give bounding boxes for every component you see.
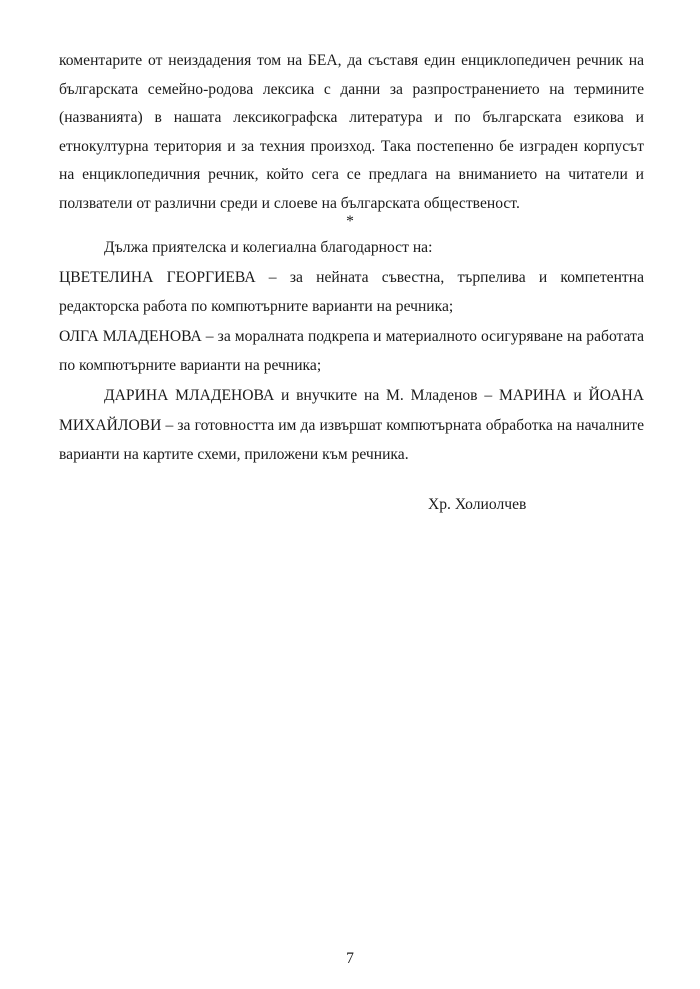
acknowledgement-item: ЦВЕТЕЛИНА ГЕОРГИЕВА – за нейната съвестна, търпелива и компетентна редакторска работа по компютърните варианти на речника; (59, 268, 644, 316)
acknowledgements-intro: Дължа приятелска и колегиална благодарност на: (104, 239, 433, 256)
acknowledgements (59, 233, 644, 470)
acknowledgement-item: ДАРИНА МЛАДЕНОВА и внучките на М. Младенов – МАРИНА и ЙОАНА МИХАЙЛОВИ – за готовността им да извършат компютърната обработка на началните варианти на картите схеми, приложени към речника. (59, 386, 644, 464)
intro-paragraph: коментарите от неиздадения том на БЕА, да съставя един енциклопедичен речник на българската семейно-родова лексика с данни за разпространението на термините (названията) в нашата лексикографска литература и по българската езикова и етнокултурна територия и за техния произход. Така постепенно бе изграден корпусът на енциклопедичния речник, който сега се предлага на вниманието на читатели и ползватели от различни среди и слоеве на българската общественост. (59, 52, 644, 212)
author-signature: Хр. Холиолчев (428, 496, 527, 513)
acknowledgement-item: ОЛГА МЛАДЕНОВА – за моралната подкрепа и материалното осигуряване на работата по компютърните варианти на речника; (59, 327, 644, 375)
section-separator: * (346, 213, 354, 230)
page-number: 7 (346, 950, 354, 967)
